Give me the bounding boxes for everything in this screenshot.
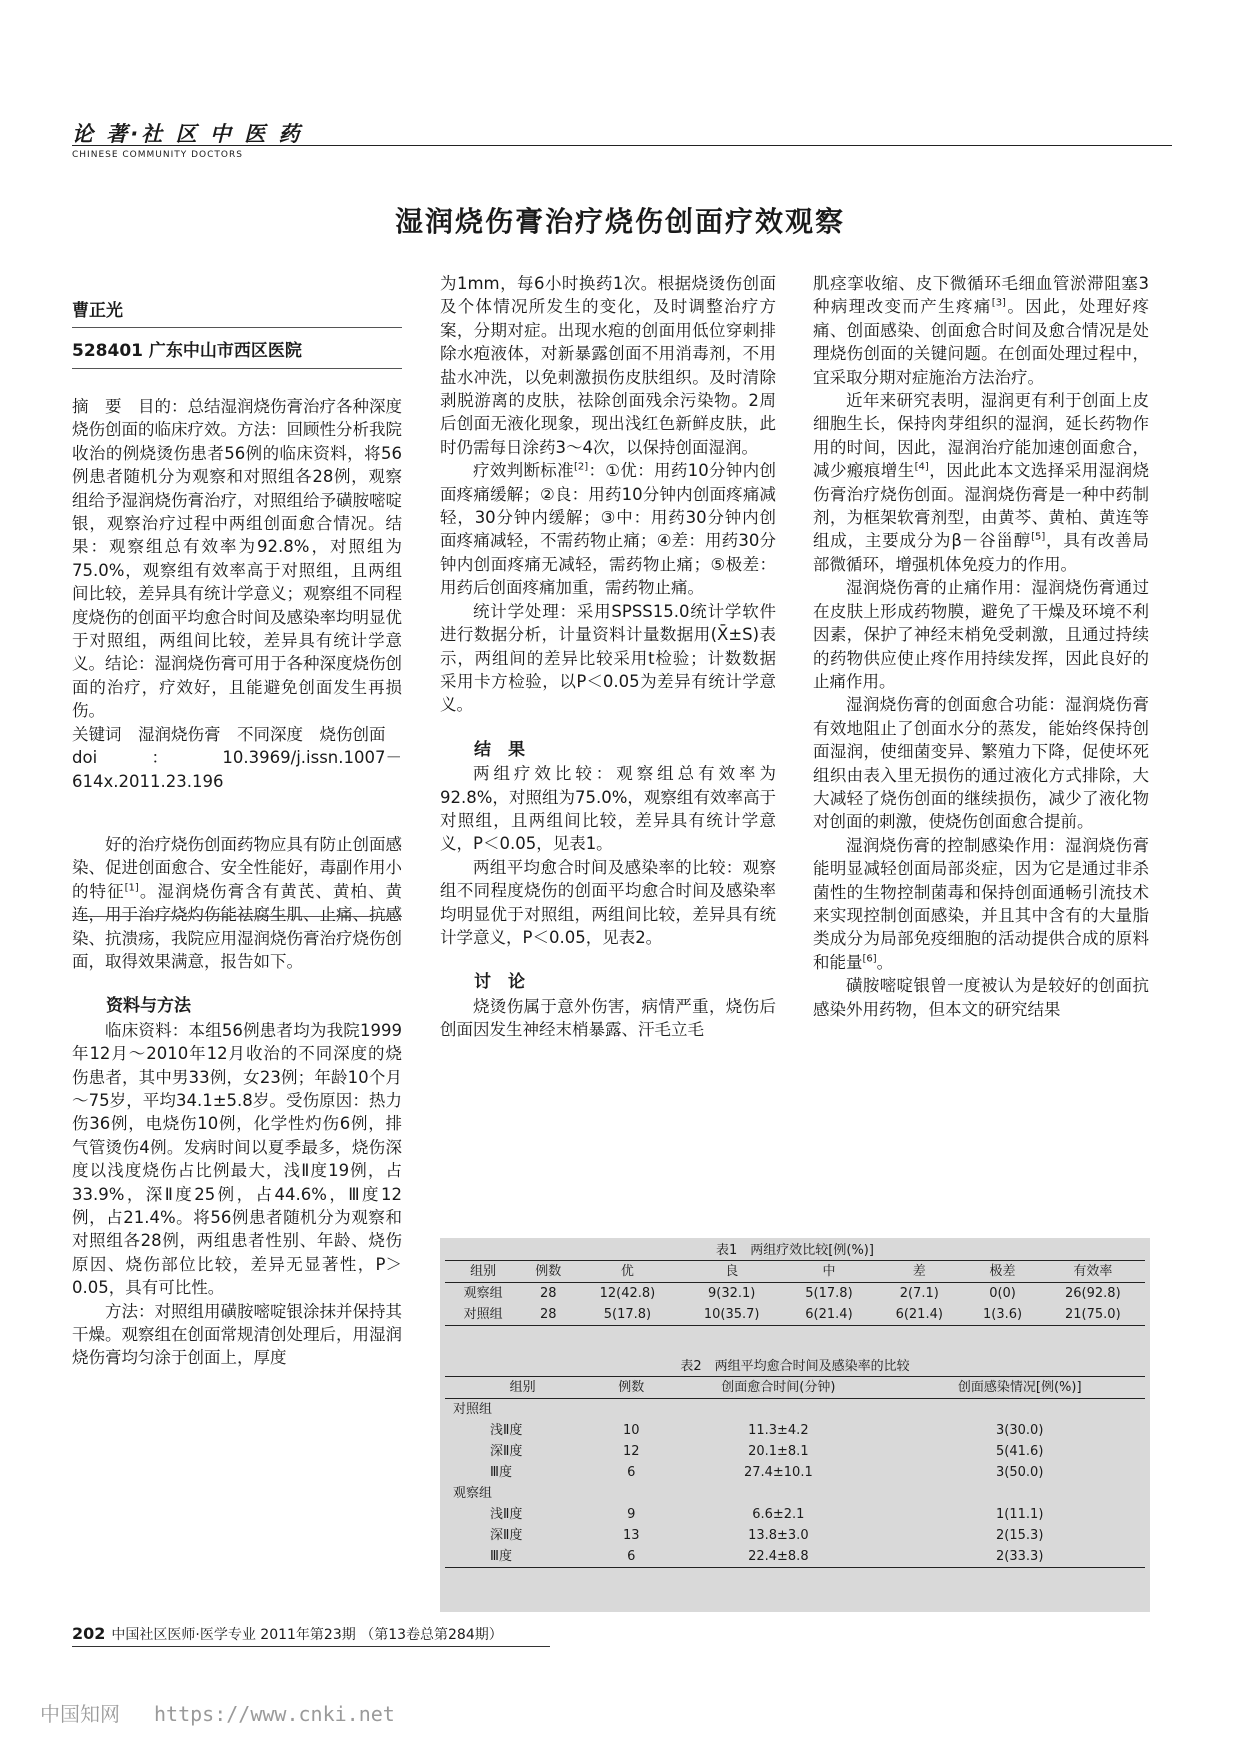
table-cell: 6(21.4) — [895, 1307, 943, 1322]
discussion-paragraph: 烧烫伤属于意外伤害，病情严重，烧伤后创面因发生神经末梢暴露、汗毛立毛 — [440, 996, 776, 1040]
table-row — [445, 1546, 1145, 1568]
group-label: 对照组 — [453, 1402, 493, 1417]
results-paragraph-2: 两组平均愈合时间及感染率的比较：观察组不同程度烧伤的创面平均愈合时间及感染率均明显优于对照组，两组间比较，差异具有统计学意义，P＜0.05，见表2。 — [440, 857, 776, 947]
table-cell: 观察组 — [463, 1286, 503, 1301]
column-2 — [440, 272, 776, 1042]
watermark-url[interactable]: https://www.cnki.net — [154, 1702, 395, 1726]
abstract-rule — [72, 916, 402, 917]
table-row — [445, 1504, 1145, 1525]
table-row — [445, 1462, 1145, 1483]
column-3 — [813, 272, 1149, 1021]
infection-paragraph: 湿润烧伤膏的控制感染作用：湿润烧伤膏能明显减轻创面局部炎症，因为它是通过非杀菌性的生物控制菌毒和保持创面通畅引流技术来实现控制创面感染，并且其中含有的大量脂类成分为局部免疫细胞的活动提供合成的原料和能量[6]。 — [813, 835, 1149, 972]
table-cell: 浅Ⅱ度 — [490, 1507, 523, 1522]
table1-header: 优 — [620, 1264, 634, 1279]
page-number: 202 — [72, 1624, 106, 1643]
methods-heading: 资料与方法 — [106, 996, 191, 1017]
table1-header: 差 — [912, 1264, 926, 1279]
abstract: 摘 要 目的：总结湿润烧伤膏治疗各种深度烧伤创面的临床疗效。方法：回顾性分析我院收治的例烧烫伤患者56例的临床资料，将56例患者随机分为观察和对照组各28例，观察组给予湿润烧伤膏治疗，对照组给予磺胺嘧啶银，观察治疗过程中两组创面愈合情况。结果：观察组总有效率为92.8%，对照组为75.0%，观察组有效率高于对照组，且两组间比较，差异具有统计学意义；观察组不同程度烧伤的创面平均愈合时间及感染率均明显优于对照组，两组间比较，差异具有统计学意义。结论：湿润烧伤膏可用于各种深度烧伤创面的治疗，疗效好，且能避免创面发生再损伤。 — [72, 397, 402, 721]
table-cell: 2(7.1) — [899, 1286, 939, 1301]
table1-header: 有效率 — [1073, 1264, 1113, 1279]
table-cell: 6.6±2.1 — [752, 1507, 805, 1522]
table-cell: 12 — [623, 1444, 640, 1459]
table1-header-row — [445, 1261, 1145, 1283]
affiliation-rule — [72, 368, 402, 369]
table-cell: 浅Ⅱ度 — [490, 1423, 523, 1438]
table-cell: 13.8±3.0 — [748, 1528, 809, 1543]
table-cell: 2(33.3) — [996, 1549, 1044, 1564]
author: 曹正光 — [72, 301, 123, 321]
table-cell: 0(0) — [989, 1286, 1016, 1301]
discussion-continued: 肌痉挛收缩、皮下微循环毛细血管淤滞阻塞3种病理改变而产生疼痛[3]。因此，处理好疼痛、创面感染、创面愈合时间及愈合情况是处理烧伤创面的关键问题。在创面处理过程中，宜采取分期对症施治方法治疗。 — [813, 274, 1150, 387]
table-cell: 9(32.1) — [708, 1286, 756, 1301]
table-cell: Ⅲ度 — [490, 1465, 512, 1480]
header-rule — [72, 145, 1172, 146]
table-row — [445, 1441, 1145, 1462]
healing-paragraph: 湿润烧伤膏的创面愈合功能：湿润烧伤膏有效地阻止了创面水分的蒸发，能始终保持创面湿润，使细菌变异、繁殖力下降，促使坏死组织由表入里无损伤的通过液化方式排除，大大减轻了烧伤创面的继续损伤，减少了液化物对创面的刺激，使烧伤创面愈合提前。 — [813, 695, 1149, 832]
table-cell: 深Ⅱ度 — [490, 1444, 523, 1459]
table-cell: 5(17.8) — [603, 1307, 652, 1322]
table2-header: 例数 — [618, 1380, 645, 1395]
journal-name: CHINESE COMMUNITY DOCTORS — [72, 150, 243, 160]
table-cell: 6 — [627, 1465, 636, 1480]
doi: doi：10.3969/j.issn.1007－614x.2011.23.196 — [72, 748, 402, 791]
table-cell: 11.3±4.2 — [748, 1423, 809, 1438]
table-cell: Ⅲ度 — [490, 1549, 512, 1564]
article-title: 湿润烧伤膏治疗烧伤创面疗效观察 — [394, 205, 845, 238]
table2-caption: 表2 两组平均愈合时间及感染率的比较 — [680, 1359, 910, 1374]
table2-header-row — [445, 1377, 1145, 1399]
table-cell: 3(50.0) — [996, 1465, 1044, 1480]
cnki-watermark — [40, 1698, 395, 1727]
affiliation: 528401 广东中山市西区医院 — [72, 341, 302, 361]
table1-caption: 表1 两组疗效比较[例(%)] — [716, 1243, 874, 1258]
table-cell: 21(75.0) — [1065, 1307, 1121, 1322]
table2-header: 组别 — [509, 1380, 536, 1395]
page-footer — [72, 1624, 503, 1644]
intro-paragraph: 好的治疗烧伤创面药物应具有防止创面感染、促进创面愈合、安全性能好，毒副作用小的特征[1]。湿润烧伤膏含有黄芪、黄柏、黄连，用于治疗烧灼伤能祛腐生肌、止痛、抗感染、抗溃疡，我院应用湿润烧伤膏治疗烧伤创面，取得效果满意，报告如下。 — [72, 834, 403, 971]
table-cell: 22.4±8.8 — [748, 1549, 809, 1564]
table-cell: 13 — [623, 1528, 640, 1543]
table2-header: 创面愈合时间(分钟) — [721, 1380, 836, 1395]
author-rule — [72, 327, 402, 328]
keywords: 关键词 湿润烧伤膏 不同深度 烧伤创面 — [72, 724, 386, 744]
table1-header: 组别 — [470, 1264, 497, 1279]
column-1 — [72, 395, 402, 1370]
table-cell: 5(17.8) — [805, 1286, 853, 1301]
table-row — [445, 1525, 1145, 1546]
table-cell: 2(15.3) — [996, 1528, 1044, 1543]
table1-header: 例数 — [535, 1264, 562, 1279]
table-cell: 深Ⅱ度 — [490, 1528, 523, 1543]
table-cell: 10(35.7) — [703, 1307, 760, 1322]
table-cell: 5(41.6) — [996, 1444, 1044, 1459]
criteria-paragraph: 疗效判断标准[2]：①优：用药10分钟内创面疼痛缓解；②良：用药10分钟内创面疼痛减轻，30分钟内缓解；③中：用药30分钟内创面疼痛减轻，不需药物止痛；④差：用药30分钟内创面疼痛无减轻，需药物止痛；⑤极差：用药后创面疼痛加重，需药物止痛。 — [440, 461, 776, 598]
stats-paragraph: 统计学处理：采用SPSS15.0统计学软件进行数据分析，计量资料计量数据用(X̄±S)表示，两组间的差异比较采用t检验；计数数据采用卡方检验，以P＜0.05为差异有统计学意义。 — [440, 601, 776, 715]
table-cell: 12(42.8) — [599, 1286, 656, 1301]
table-cell: 1(11.1) — [996, 1507, 1044, 1522]
footer-rule — [72, 1646, 550, 1647]
table-group-row — [445, 1483, 1145, 1504]
table-row — [445, 1283, 1145, 1305]
table-cell: 6 — [627, 1549, 636, 1564]
table-row — [445, 1304, 1145, 1326]
table-cell: 27.4±10.1 — [743, 1465, 813, 1480]
table1-header: 极差 — [989, 1264, 1016, 1279]
tables-panel — [440, 1238, 1150, 1612]
watermark-cn: 中国知网 — [40, 1702, 120, 1726]
table1-header: 中 — [822, 1264, 836, 1279]
table1-header: 良 — [725, 1264, 739, 1279]
table-group-row — [445, 1399, 1145, 1421]
table-cell: 10 — [623, 1423, 640, 1438]
table-row — [445, 1420, 1145, 1441]
method-paragraph: 方法：对照组用磺胺嘧啶银涂抹并保持其干燥。观察组在创面常规清创处理后，用湿润烧伤膏均匀涂于创面上，厚度 — [72, 1301, 402, 1368]
table-2 — [445, 1376, 1145, 1568]
table-cell: 28 — [539, 1286, 557, 1301]
section-header: 论 著·社 区 中 医 药 — [72, 122, 303, 146]
table-cell: 20.1±8.1 — [748, 1444, 809, 1459]
moist-therapy-paragraph: 近年来研究表明，湿润更有利于创面上皮细胞生长，保持肉芽组织的湿润，延长药物作用的时间，因此，湿润治疗能加速创面愈合，减少瘢痕增生[4]，因此此本文选择采用湿润烧伤膏治疗烧伤创面。湿润烧伤膏是一种中药制剂，为框架软膏剂型，由黄芩、黄柏、黄连等组成，主要成分为β－谷甾醇[5]，具有改善局部微循环，增强机体免疫力的作用。 — [813, 391, 1150, 574]
table-cell: 3(30.0) — [996, 1423, 1044, 1438]
table-cell: 6(21.4) — [805, 1307, 853, 1322]
table-cell: 对照组 — [463, 1307, 503, 1322]
table-1 — [445, 1260, 1145, 1326]
results-paragraph-1: 两组疗效比较：观察组总有效率为92.8%，对照组为75.0%，观察组有效率高于对照组，且两组间比较，差异具有统计学意义，P＜0.05，见表1。 — [440, 764, 776, 854]
table-cell: 26(92.8) — [1065, 1286, 1121, 1301]
table2-header: 创面感染情况[例(%)] — [957, 1380, 1082, 1395]
footer-text: 中国社区医师·医学专业 2011年第23期 （第13卷总第284期） — [111, 1627, 503, 1643]
table-cell: 1(3.6) — [982, 1307, 1023, 1322]
clinical-data: 临床资料：本组56例患者均为我院1999年12月～2010年12月收治的不同深度的烧伤患者，其中男33例，女23例；年龄10个月～75岁，平均34.1±5.8岁。受伤原因：热力伤36例，电烧伤10例，化学性灼伤6例，排气管烫伤4例。发病时间以夏季最多，烧伤深度以浅度烧伤占比例最大，浅Ⅱ度19例，占33.9%，深Ⅱ度25例，占44.6%，Ⅲ度12例，占21.4%。将56例患者随机分为观察和对照组各28例，两组患者性别、年龄、烧伤原因、烧伤部位比较，差异无显著性，P＞0.05，具有可比性。 — [72, 1020, 402, 1298]
table-cell: 9 — [627, 1507, 636, 1522]
group-label: 观察组 — [453, 1486, 493, 1501]
table-cell: 28 — [539, 1307, 557, 1322]
results-heading: 结 果 — [474, 739, 525, 760]
sulfadiazine-paragraph: 磺胺嘧啶银曾一度被认为是较好的创面抗感染外用药物，但本文的研究结果 — [813, 976, 1149, 1019]
analgesic-paragraph: 湿润烧伤膏的止痛作用：湿润烧伤膏通过在皮肤上形成药物膜，避免了干燥及环境不利因素，保护了神经末梢免受刺激，且通过持续的药物供应使止疼作用持续发挥，因此良好的止痛作用。 — [813, 578, 1149, 691]
discussion-heading: 讨 论 — [474, 972, 525, 993]
method-continued: 为1mm，每6小时换药1次。根据烧烫伤创面及个体情况所发生的变化，及时调整治疗方案，分期对症。出现水疱的创面用低位穿刺排除水疱液体，对新暴露创面不用消毒剂，不用盐水冲洗，以免刺激损伤皮肤组织。及时清除剥脱游离的皮肤，祛除创面残余污染物。2周后创面无液化现象，现出浅红色新鲜皮肤，此时仍需每日涂药3～4次，以保持创面湿润。 — [440, 274, 776, 457]
